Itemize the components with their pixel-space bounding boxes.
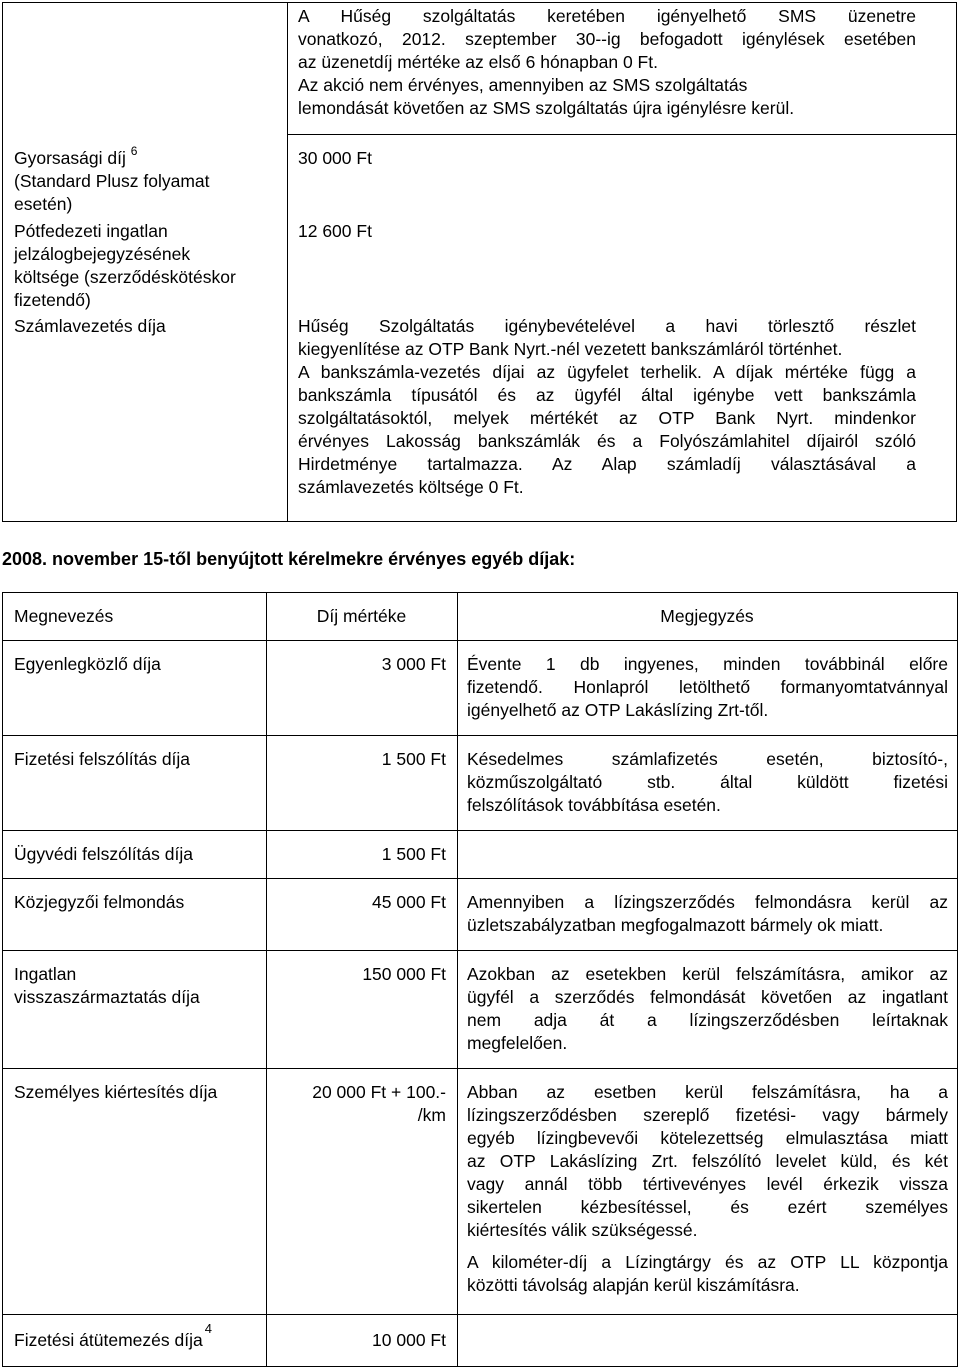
sms-note xyxy=(298,5,916,120)
table-divider xyxy=(287,134,957,135)
fee-amount-line: /km xyxy=(417,1105,446,1125)
fee-note-line: A kilométer-díj a Lízingtárgy és az OTP LL központja xyxy=(467,1252,948,1272)
fee-note-line: sikertelen kézbesítéssel, és ezért személyes xyxy=(467,1197,948,1217)
extra-collateral-label xyxy=(14,220,282,312)
fee-note-line: Késedelmes számlafizetés esetén, biztosító-, xyxy=(467,749,948,769)
fee-note-line: Abban az esetben kerül felszámításra, ha a xyxy=(467,1082,948,1102)
speed-fee-label xyxy=(14,144,282,216)
column-header-note: Megjegyzés xyxy=(660,606,754,626)
speed-fee-line: (Standard Plusz folyamat xyxy=(14,171,210,191)
table-divider xyxy=(2,640,958,641)
fee-note xyxy=(467,748,948,817)
fee-name: Ügyvédi felszólítás díja xyxy=(14,844,193,864)
column-header-name: Megnevezés xyxy=(14,606,114,626)
fee-amount: 1 500 Ft xyxy=(381,749,446,769)
fee-note-line: vagy annál több tértivevényes levél érkezik vissza xyxy=(467,1174,948,1194)
section-heading: 2008. november 15-től benyújtott kérelmekre érvényes egyéb díjak: xyxy=(2,549,576,569)
fee-note-line: kiértesítés válik szükségessé. xyxy=(467,1220,698,1240)
fee-name xyxy=(14,963,200,1009)
fee-note-line: az OTP Lakáslízing Zrt. felszólító levelet küld, és két xyxy=(467,1151,948,1171)
table-divider xyxy=(266,592,267,1367)
fee-name-line: Ingatlan xyxy=(14,964,77,984)
sms-note-line: az üzenetdíj mértéke az első 6 hónapban 0 Ft. xyxy=(298,52,658,72)
fee-name: Közjegyzői felmondás xyxy=(14,892,185,912)
footnote-marker: 4 xyxy=(204,1321,212,1337)
fee-amount: 150 000 Ft xyxy=(362,964,446,984)
fee-note-line: üzletszabályzatban megfogalmazott bármely ok miatt. xyxy=(467,915,884,935)
account-fee-label: Számlavezetés díja xyxy=(14,316,166,336)
fee-amount: 45 000 Ft xyxy=(372,892,446,912)
fee-name: Egyenlegközlő díja xyxy=(14,654,161,674)
account-fee-note xyxy=(298,315,916,499)
account-fee-line: Hűség Szolgáltatás igénybevételével a havi törlesztő részlet xyxy=(298,316,916,336)
account-fee-line: érvényes Lakosság bankszámlák és a Folyószámlahitel díjairól szóló xyxy=(298,431,916,451)
extra-collateral-line: Pótfedezeti ingatlan xyxy=(14,221,168,241)
fee-note-line: ügyfél a szerződés felmondását követően az ingatlant xyxy=(467,987,948,1007)
fee-note-line: Azokban az esetekben kerül felszámításra, amikor az xyxy=(467,964,948,984)
column-header-amount: Díj mértéke xyxy=(316,606,407,626)
fee-note-line: Amennyiben a lízingszerződés felmondásra kerül az xyxy=(467,892,948,912)
fee-name xyxy=(14,1321,212,1352)
speed-fee-value: 30 000 Ft xyxy=(298,148,372,168)
fee-note xyxy=(467,963,948,1055)
fee-note xyxy=(467,1081,948,1297)
table-divider xyxy=(287,2,288,522)
fee-amount xyxy=(270,1081,446,1127)
extra-collateral-value: 12 600 Ft xyxy=(298,221,372,241)
table-divider xyxy=(2,1068,958,1069)
fee-note xyxy=(467,891,948,937)
account-fee-line: A bankszámla-vezetés díjai az ügyfelet terhelik. A díjak mértéke függ a xyxy=(298,362,916,382)
sms-note-line: vonatkozó, 2012. szeptember 30--ig befogadott igénylések esetében xyxy=(298,29,916,49)
fee-note-line: Évente 1 db ingyenes, minden továbbinál előre xyxy=(467,654,948,674)
fee-amount: 1 500 Ft xyxy=(381,844,446,864)
fee-amount: 10 000 Ft xyxy=(372,1330,446,1350)
account-fee-line: számlavezetés költsége 0 Ft. xyxy=(298,477,524,497)
fee-name: Fizetési felszólítás díja xyxy=(14,749,191,769)
extra-collateral-line: jelzálogbejegyzésének xyxy=(14,244,191,264)
fee-name-line: visszaszármaztatás díja xyxy=(14,987,200,1007)
fee-note-line: egyéb lízingbevevői kötelezettség elmulasztása miatt xyxy=(467,1128,948,1148)
table-divider xyxy=(2,735,958,736)
fee-name-text: Fizetési átütemezés díja xyxy=(14,1330,203,1350)
account-fee-line: Hirdetménye tartalmazza. Az Alap számladíj választásával a xyxy=(298,454,916,474)
fee-note-line: közötti távolság alapján kerül kiszámításra. xyxy=(467,1275,800,1295)
fee-note-line: fizetendő. Honlapról letölthető formanyomtatvánnyal xyxy=(467,677,948,697)
fee-name: Személyes kiértesítés díja xyxy=(14,1082,218,1102)
table-divider xyxy=(2,950,958,951)
table-divider xyxy=(957,592,958,1367)
fee-amount-line: 20 000 Ft + 100.- xyxy=(312,1082,446,1102)
footnote-marker: 6 xyxy=(130,144,138,159)
fee-note-line: megfelelően. xyxy=(467,1033,568,1053)
table-divider xyxy=(2,592,3,1367)
fee-note-line: nem adja át a lízingszerződésben leírtaknak xyxy=(467,1010,948,1030)
account-fee-line: szolgáltatásoktól, melyek mértékét az OTP Bank Nyrt. mindenkor xyxy=(298,408,916,428)
fee-note-line: igényelhető az OTP Lakáslízing Zrt-től. xyxy=(467,700,769,720)
sms-note-line: lemondását követően az SMS szolgáltatás újra igénylésre kerül. xyxy=(298,98,795,118)
table-divider xyxy=(457,592,458,1367)
fee-note-line: lízingszerződésben szereplő fizetési- vagy bármely xyxy=(467,1105,948,1125)
fee-note-line: közműszolgáltató stb. által küldött fizetési xyxy=(467,772,948,792)
fee-note-line: felszólítások továbbítása esetén. xyxy=(467,795,721,815)
account-fee-line: bankszámla típusától és az ügyfél által igénybe vett bankszámla xyxy=(298,385,916,405)
extra-collateral-line: költsége (szerződéskötéskor xyxy=(14,267,236,287)
account-fee-line: kiegyenlítése az OTP Bank Nyrt.-nél vezetett bankszámláról történhet. xyxy=(298,339,843,359)
table-divider xyxy=(2,1314,958,1315)
table-divider xyxy=(2,1366,958,1367)
speed-fee-line: esetén) xyxy=(14,194,73,214)
speed-fee-title: Gyorsasági díj xyxy=(14,148,126,168)
sms-note-line: A Hűség szolgáltatás keretében igényelhető SMS üzenetre xyxy=(298,6,916,26)
fee-amount: 3 000 Ft xyxy=(381,654,446,674)
extra-collateral-line: fizetendő) xyxy=(14,290,91,310)
fee-note xyxy=(467,653,948,722)
table-divider xyxy=(2,830,958,831)
table-divider xyxy=(2,592,958,593)
table-divider xyxy=(2,878,958,879)
sms-note-line: Az akció nem érvényes, amennyiben az SMS szolgáltatás xyxy=(298,75,748,95)
